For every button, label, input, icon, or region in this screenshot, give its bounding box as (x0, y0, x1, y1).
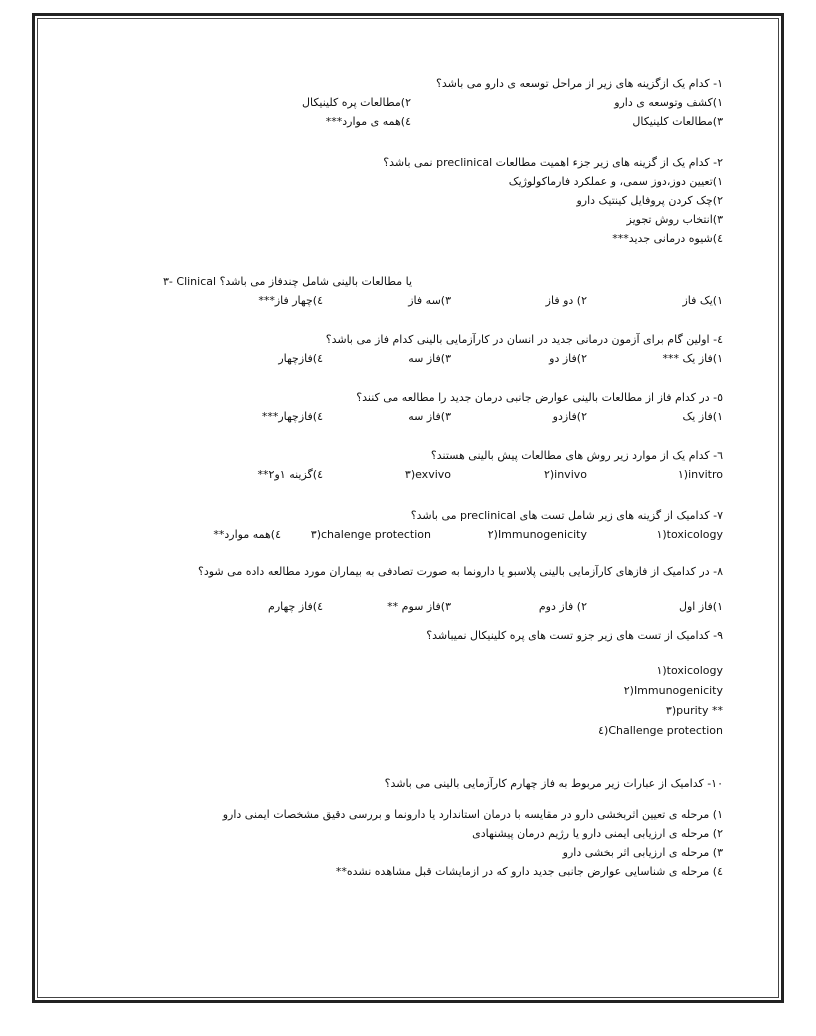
question-9 (426, 626, 723, 741)
question-5-option-4: ٤)فازچهار*** (261, 410, 323, 423)
question-9-option-3: ** purity(٣ (665, 704, 723, 717)
question-10-option-1: ١) مرحله ی تعیین اثربخشی دارو در مقایسه با درمان استاندارد یا دارونما و بررسی دقیق مشخصات ایمنی دارو (222, 808, 723, 821)
question-9-option-2: Immunogenicity(٢ (623, 684, 723, 697)
question-7-stem: ٧- کدامیک از گزینه های زیر شامل تست های preclinical می باشد؟ (410, 509, 723, 522)
question-5 (163, 388, 723, 426)
question-6-stem: ٦- کدام یک از موارد زیر روش های مطالعات پیش بالینی هستند؟ (430, 449, 723, 462)
question-4 (163, 330, 723, 368)
question-1-option-2: ٢)مطالعات پره کلینیکال (302, 96, 411, 109)
question-10-option-2: ٢) مرحله ی ارزیابی ایمنی دارو یا رژیم درمان پیشنهادی (472, 827, 723, 840)
question-2 (383, 153, 723, 248)
question-4-option-3: ٣)فاز سه (408, 352, 451, 365)
question-6-option-4: ٤)گزینه ١و٢** (257, 468, 323, 481)
question-1-stem: ١- کدام یک ازگزینه های زیر از مراحل توسعه ی دارو می باشد؟ (436, 77, 723, 90)
question-8 (163, 562, 723, 616)
question-3-option-4: ٤)چهار فاز*** (258, 294, 323, 307)
question-9-stem: ٩- کدامیک از تست های زیر جزو تست های پره کلینیکال نمیباشد؟ (426, 629, 723, 642)
question-6 (163, 446, 723, 484)
question-1 (163, 74, 723, 131)
question-6-option-1: invitro(١ (677, 468, 723, 481)
question-5-option-2: ٢)فازدو (552, 410, 587, 423)
question-3-option-2: ٢) دو فاز (545, 294, 587, 307)
question-8-option-2: ٢) فاز دوم (538, 600, 587, 613)
question-4-stem: ٤- اولین گام برای آزمون درمانی جدید در انسان در کارآزمایی بالینی کدام فاز می باشد؟ (325, 333, 723, 346)
question-7-option-4: ٤)همه موارد** (213, 528, 281, 541)
question-4-option-1: ١)فاز یک *** (662, 352, 723, 365)
question-3-stem: ٣- Clinical یا مطالعات بالینی شامل چندفاز می باشد؟ (163, 275, 413, 288)
question-10-option-3: ٣) مرحله ی ارزیابی اثر بخشی دارو (562, 846, 723, 859)
question-3 (163, 272, 723, 310)
question-2-option-1: ١)تعیین دوز،دوز سمی، و عملکرد فارماکولوژیک (508, 175, 723, 188)
question-3-option-3: ٣)سه فاز (408, 294, 451, 307)
question-8-option-4: ٤)فاز چهارم (268, 600, 323, 613)
question-7-option-1: toxicology(١ (656, 528, 723, 541)
question-1-option-4: ٤)همه ی موارد*** (325, 115, 411, 128)
question-2-option-3: ٣)انتخاب روش تجویز (626, 213, 723, 226)
question-7 (163, 506, 723, 544)
question-6-option-2: invivo(٢ (543, 468, 587, 481)
question-7-option-2: Immunogenicity(٢ (487, 528, 587, 541)
question-4-option-2: ٢)فاز دو (549, 352, 587, 365)
question-10 (223, 774, 723, 881)
question-1-option-3: ٣)مطالعات کلینیکال (632, 115, 723, 128)
question-9-option-1: toxicology(١ (656, 664, 723, 677)
question-7-option-3: chalenge protection(٣ (310, 528, 431, 541)
question-5-option-1: ١)فاز یک (682, 410, 723, 423)
question-8-option-3: ٣)فاز سوم ** (387, 600, 451, 613)
question-5-option-3: ٣)فاز سه (408, 410, 451, 423)
question-2-option-2: ٢)چک کردن پروفایل کینتیک دارو (576, 194, 723, 207)
question-4-option-4: ٤)فازچهار (278, 352, 323, 365)
question-2-stem: ٢- کدام یک از گزینه های زیر جزء اهمیت مطالعات preclinical نمی باشد؟ (383, 156, 723, 169)
question-8-option-1: ١)فاز اول (679, 600, 723, 613)
question-3-option-1: ١)یک فاز (682, 294, 723, 307)
question-8-stem: ٨- در کدامیک از فازهای کارآزمایی بالینی پلاسبو یا دارونما به صورت تصادفی به بیماران مورد مطالعه داده می شود؟ (198, 565, 723, 578)
question-6-option-3: exvivo(٣ (404, 468, 451, 481)
question-2-option-4: ٤)شیوه درمانی جدید*** (612, 232, 723, 245)
question-9-option-4: Challenge protection(٤ (598, 724, 723, 737)
question-10-option-4: ٤) مرحله ی شناسایی عوارض جانبی جدید دارو که در ازمایشات قبل مشاهده نشده** (335, 865, 723, 878)
question-5-stem: ٥- در کدام فاز از مطالعات بالینی عوارض جانبی درمان جدید را مطالعه می کنند؟ (356, 391, 723, 404)
question-1-option-1: ١)کشف وتوسعه ی دارو (614, 96, 723, 109)
question-10-stem: ١٠- کدامیک از عبارات زیر مربوط به فاز چهارم کارآزمایی بالینی می باشد؟ (384, 777, 723, 790)
